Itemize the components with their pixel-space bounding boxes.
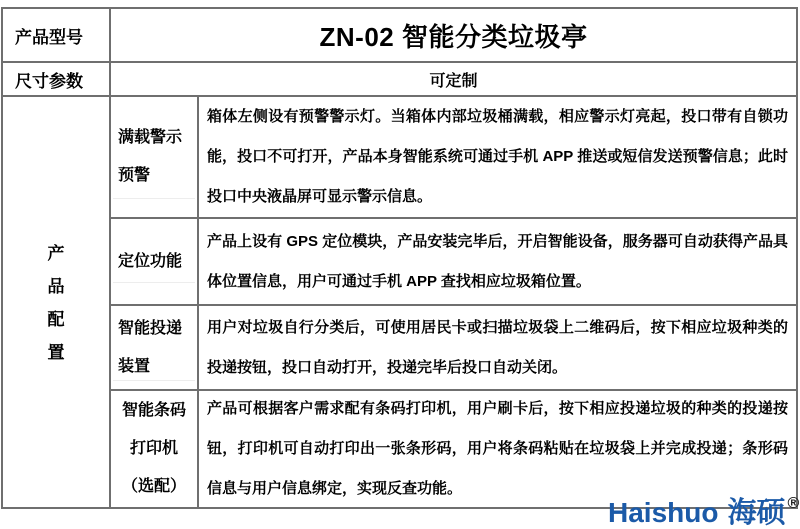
brand-logo: [608, 490, 799, 529]
grid-line-right: [796, 7, 798, 509]
feature-desc-cell-smart-delivery: [199, 306, 796, 389]
grid-line-col1: [109, 7, 111, 509]
faint-gridline: [113, 282, 195, 283]
grid-line-col2: [197, 95, 199, 509]
feature-name-line: （选配）: [121, 478, 186, 495]
feature-name-cell-smart-delivery: [111, 306, 197, 389]
faint-gridline: [113, 380, 195, 381]
feature-name-line: 装置: [118, 357, 151, 375]
size-value: 可定制: [429, 72, 478, 90]
registered-trademark-icon: ®: [787, 495, 800, 512]
model-value-cell: [111, 9, 796, 61]
brand-name-english: Haishuo: [608, 497, 719, 528]
grid-line-left: [1, 7, 3, 509]
feature-name-line: 打印机: [129, 440, 178, 457]
config-label-char: 配: [47, 309, 65, 329]
feature-name-cell-full-load-warning: [111, 97, 197, 217]
faint-gridline: [113, 198, 195, 199]
config-section-label-cell: [3, 97, 109, 508]
feature-name-line: 定位功能: [118, 252, 183, 270]
size-label-cell: [3, 63, 109, 95]
grid-line-row2: [1, 95, 798, 97]
feature-name-line: 智能投递: [118, 319, 183, 337]
size-value-cell: [111, 63, 796, 95]
feature-name-line: 智能条码: [121, 402, 186, 419]
feature-description: 产品可根据客户需求配有条码打印机，用户刷卡后，按下相应投递垃圾的种类的投递按钮，打印机可自动打印出一张条形码，用户将条码粘贴在垃圾袋上并完成投递；条形码信息与用户信息绑定，实现反查功能。: [207, 400, 788, 497]
product-title: ZN-02 智能分类垃圾亭: [319, 21, 588, 52]
feature-description: 用户对垃圾自行分类后，可使用居民卡或扫描垃圾袋上二维码后，按下相应垃圾种类的投递按钮，投口自动打开，投递完毕后投口自动关闭。: [207, 318, 788, 376]
feature-name-line: 满载警示: [118, 129, 183, 146]
model-label: 产品型号: [15, 27, 83, 47]
size-label: 尺寸参数: [15, 71, 83, 91]
config-label-char: 置: [47, 342, 65, 362]
model-label-cell: [3, 9, 109, 61]
grid-line-top: [1, 7, 798, 9]
feature-name-line: 预警: [118, 167, 151, 184]
grid-line-row1: [1, 61, 798, 63]
grid-line-row4: [109, 304, 798, 306]
feature-name-cell-barcode-printer: [111, 391, 197, 507]
feature-desc-cell-full-load-warning: [199, 97, 796, 217]
grid-line-row3: [109, 217, 798, 219]
grid-line-row5: [109, 389, 798, 391]
feature-description: 产品上设有 GPS 定位模块，产品安装完毕后，开启智能设备，服务器可自动获得产品具体位置信息，用户可通过手机 APP 查找相应垃圾箱位置。: [207, 232, 788, 290]
feature-description: 箱体左侧设有预警警示灯。当箱体内部垃圾桶满载，相应警示灯亮起，投口带有自锁功能，投口不可打开，产品本身智能系统可通过手机 APP 推送或短信发送预警信息；此时投口中央液晶屏可显示警示信息。: [207, 108, 788, 205]
brand-name-chinese: 海硕: [727, 497, 786, 529]
feature-name-cell-positioning: [111, 219, 197, 304]
config-label-char: 品: [47, 276, 65, 296]
config-label-char: 产: [47, 243, 65, 263]
feature-desc-cell-positioning: [199, 219, 796, 304]
